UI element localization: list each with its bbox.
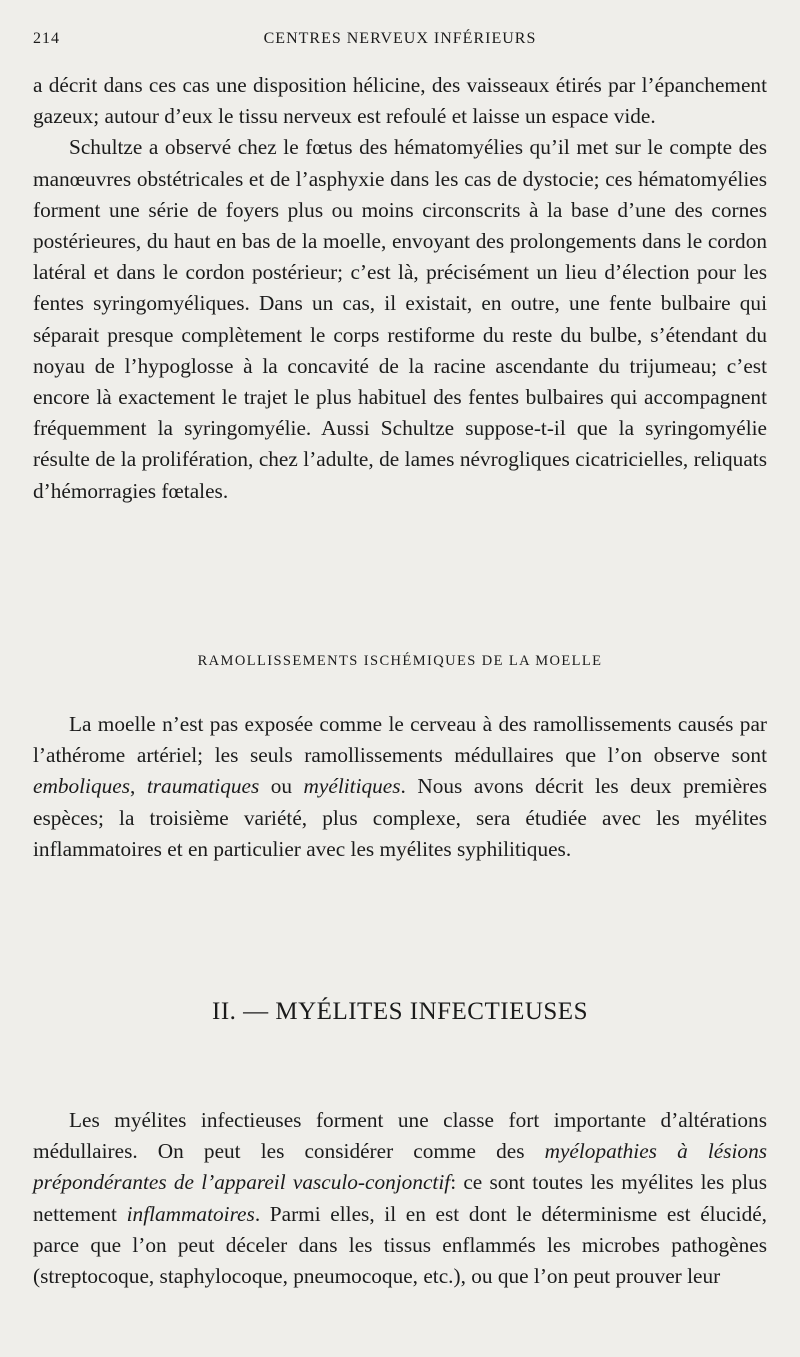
text-run: : ce sont toutes les myélites les plus nettement xyxy=(33,1170,767,1226)
page-header xyxy=(33,30,767,54)
section-ramollissements xyxy=(33,709,767,865)
text-run: Les myélites infectieuses forment une classe fort importante d’altérations médullaires. On peut les considérer comme des xyxy=(33,1108,767,1164)
text-run: ou xyxy=(259,774,304,799)
paragraph-myelites xyxy=(33,1105,767,1292)
italic-term: inflammatoires xyxy=(126,1201,255,1226)
text-run: , xyxy=(130,774,147,799)
paragraph-ramollissements xyxy=(33,709,767,865)
section-myelites-infectieuses xyxy=(33,1105,767,1292)
section-hematomyelie xyxy=(33,70,767,507)
page-number: 214 xyxy=(33,30,60,47)
italic-term: myélopathies à lésions prépondérantes de l’appareil vasculo-conjonctif xyxy=(33,1139,767,1195)
chapter-heading-myelites: II. — MYÉLITES INFECTIEUSES xyxy=(212,998,588,1025)
text-run: . Nous avons décrit les deux premières espèces; la troisième variété, plus complexe, sera étudiée avec les myélites inflammatoires et en particulier avec les myélites syphilitiques. xyxy=(33,774,767,861)
section-heading-ramollissements: RAMOLLISSEMENTS ISCHÉMIQUES DE LA MOELLE xyxy=(197,653,603,669)
text-run: . Parmi elles, il en est dont le déterminisme est élucidé, parce que l’on peut déceler dans les tissus enflammés les microbes pathogènes (streptocoque, staphylocoque, pneumocoque, etc.), ou que l’on peut prouver leur xyxy=(33,1201,768,1289)
italic-term: myélitiques xyxy=(303,774,401,799)
paragraph-continuation: a décrit dans ces cas une disposition hélicine, des vaisseaux étirés par l’épanchement gazeux; autour d’eux le tissu nerveux est refoulé et laisse un espace vide. xyxy=(33,73,767,129)
paragraph-schultze: Schultze a observé chez le fœtus des hématomyélies qu’il met sur le compte des manœuvres obstétricales et de l’asphyxie dans les cas de dystocie; ces hématomyélies forment une série de foyers plus ou moins circonscrits à la base d’une des cornes postérieures, du haut en bas de la moelle, envoyant des prolongements dans le cordon latéral et dans le cordon postérieur; c’est là, précisément un lieu d’élection pour les fentes syringomyéliques. Dans un cas, il existait, en outre, une fente bulbaire qui séparait presque complètement le corps restiforme du reste du bulbe, s’étendant du noyau de l’hypoglosse à la concavité de la racine ascendante du trijumeau; c’est encore là exactement le trajet le plus habituel des fentes bulbaires qui accompagnent fréquemment la syringomyélie. Aussi Schultze suppose-t-il que la syringomyélie résulte de la prolifération, chez l’adulte, de lames névrogliques cicatricielles, reliquats d’hémorragies fœtales. xyxy=(33,135,767,503)
text-run: La moelle n’est pas exposée comme le cerveau à des ramollissements causés par l’athérome artériel; les seuls ramollissements médullaires que l’on observe sont xyxy=(33,712,767,768)
italic-term: emboliques xyxy=(33,774,131,799)
italic-term: traumatiques xyxy=(146,774,260,799)
running-head: CENTRES NERVEUX INFÉRIEURS xyxy=(263,30,537,47)
